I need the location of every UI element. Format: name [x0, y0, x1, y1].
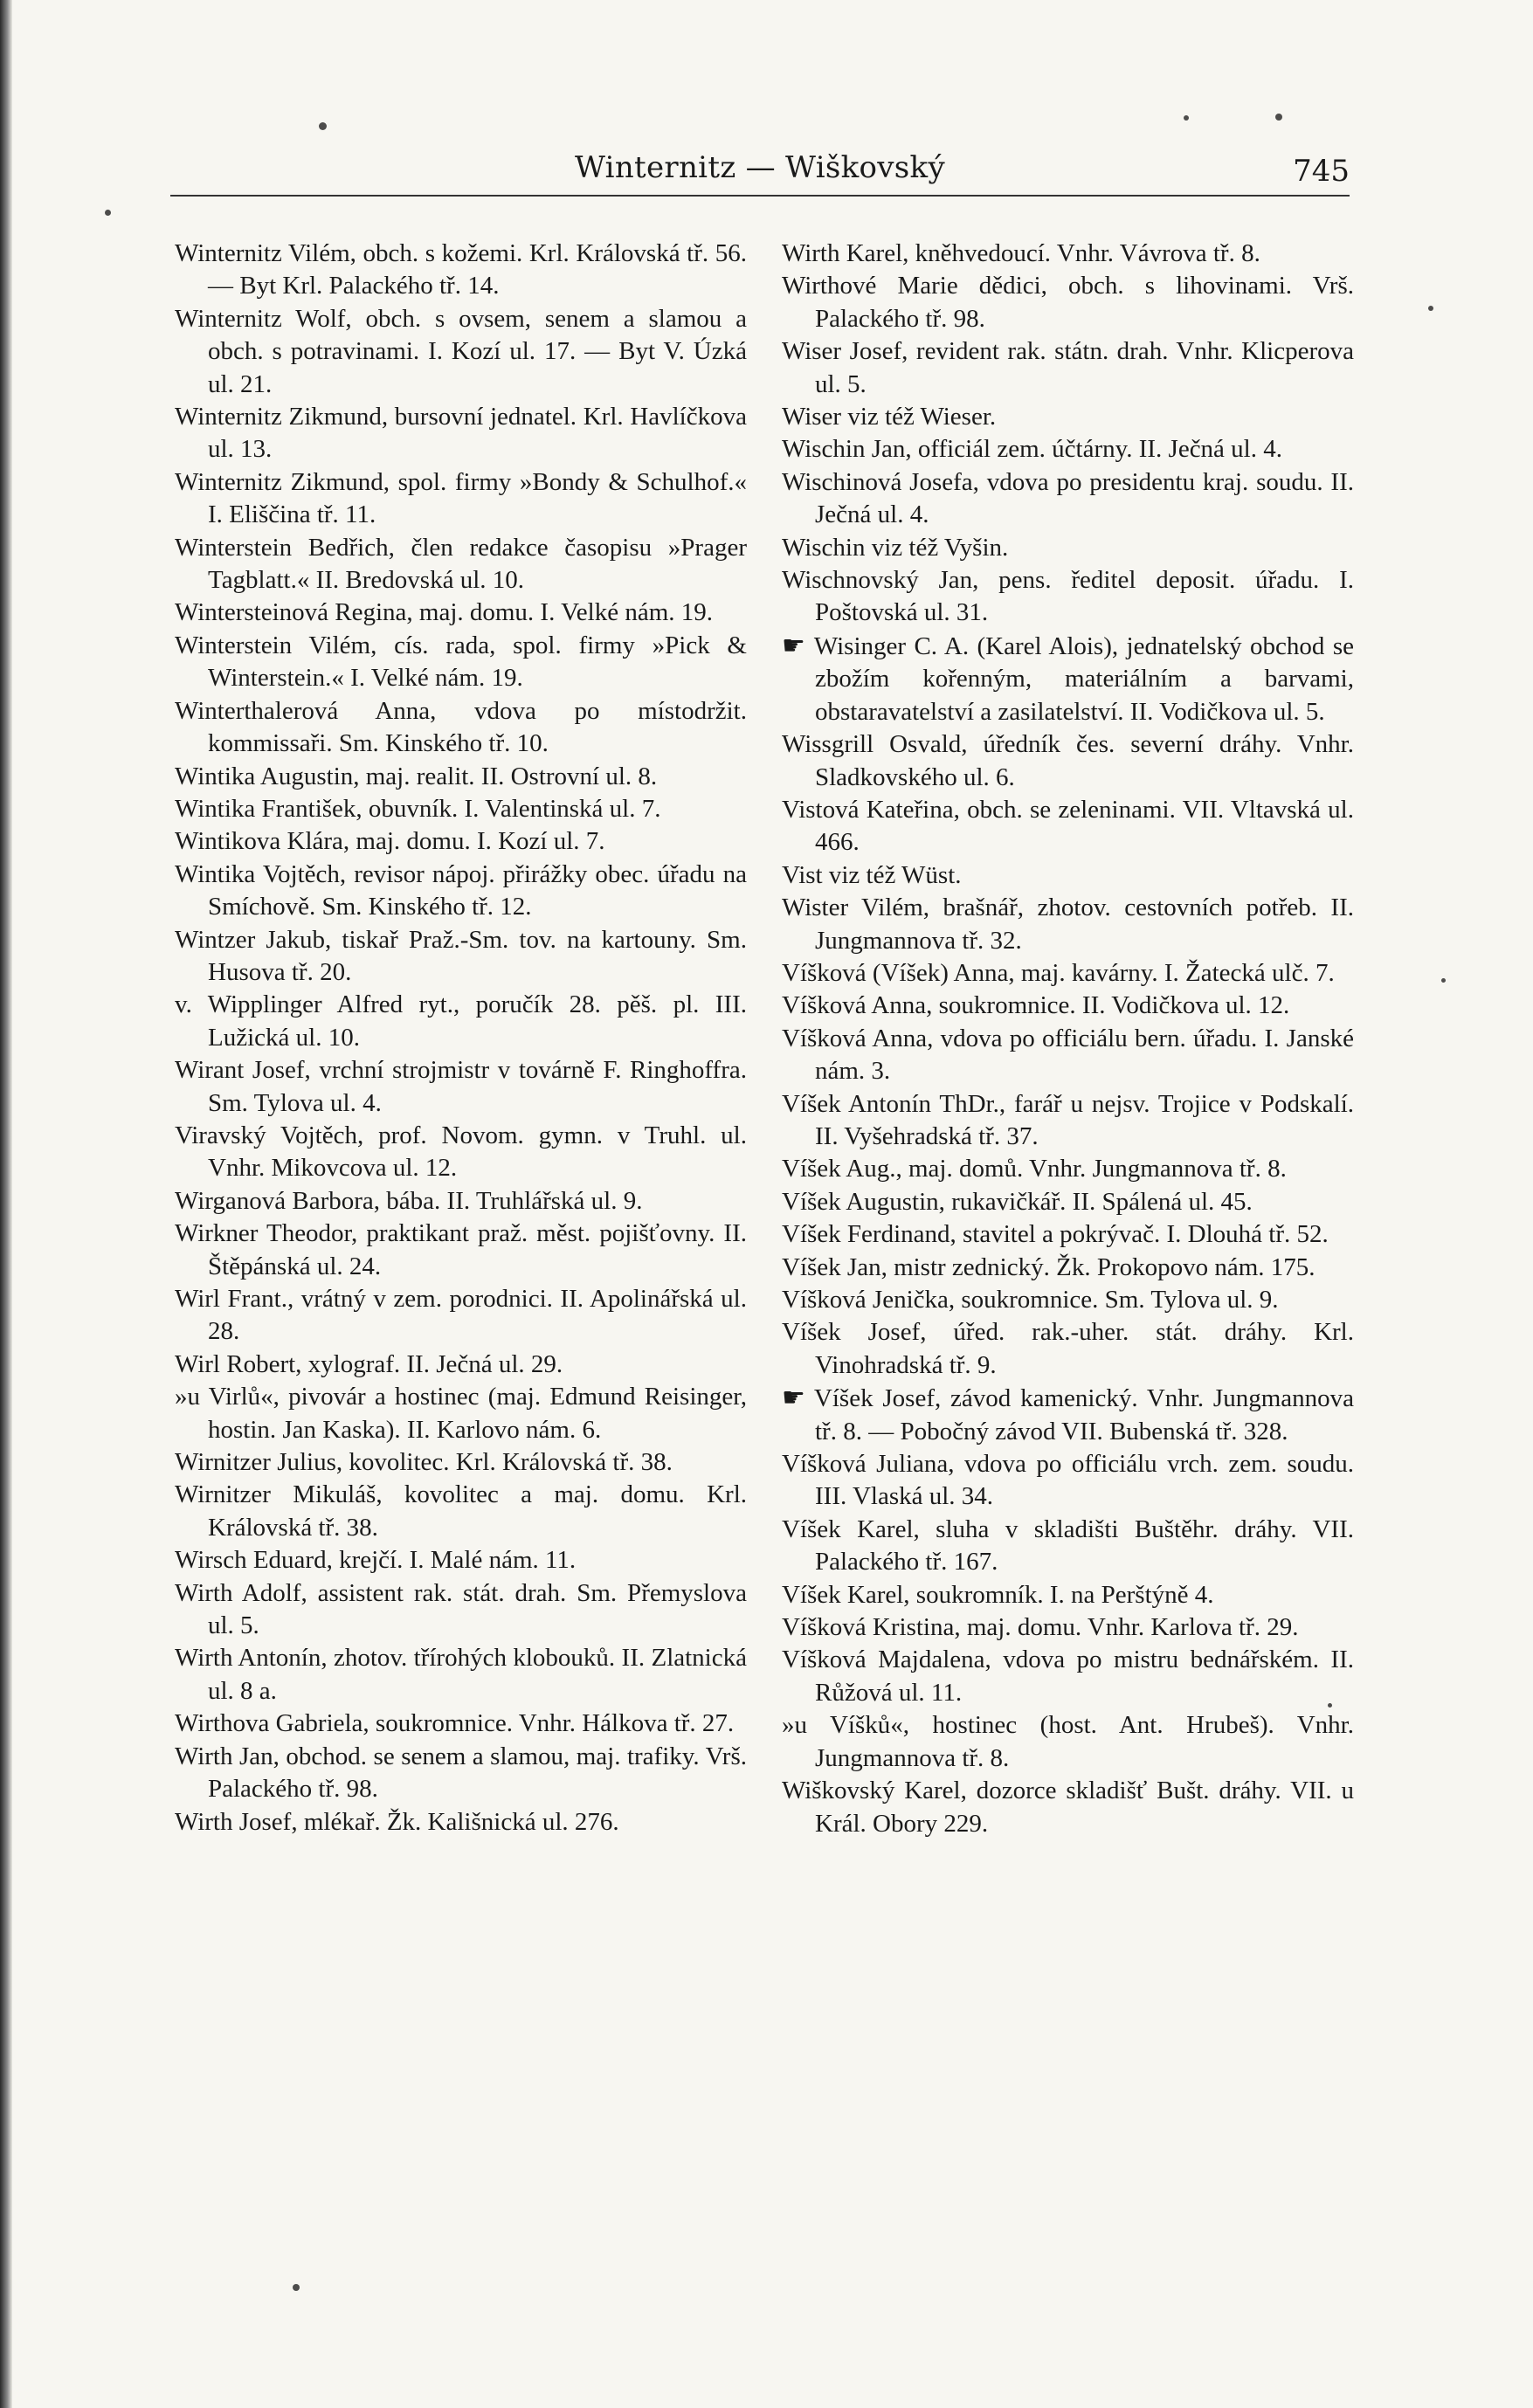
directory-entry [782, 238, 1354, 270]
directory-entry [782, 335, 1354, 401]
directory-entry [782, 466, 1354, 532]
entry-text: Wischin viz též Vyšin. [782, 533, 1009, 562]
directory-entry [175, 1708, 747, 1740]
directory-entry [782, 532, 1354, 564]
entry-text: Wiškovský Karel, dozorce skladišť Bušt. dráhy. VII. u Král. Obory 229. [782, 1777, 1354, 1838]
entry-text: Wintika František, obuvník. I. Valentinská ul. 7. [175, 794, 661, 823]
entry-text: Wirnitzer Julius, kovolitec. Krl. Královská tř. 38. [175, 1448, 673, 1477]
directory-entry [175, 597, 747, 629]
directory-entry [175, 793, 747, 825]
entry-text: Viravský Vojtěch, prof. Novom. gymn. v Truhl. ul. Vnhr. Mikovcova ul. 12. [175, 1121, 747, 1183]
directory-entry [175, 1120, 747, 1185]
entry-text: Vist viz též Wüst. [782, 860, 962, 889]
page-header [170, 147, 1350, 199]
entry-text: Víšek Augustin, rukavičkář. II. Spálená ul. 45. [782, 1187, 1253, 1216]
directory-entry [782, 564, 1354, 630]
directory-entry [175, 1381, 747, 1446]
directory-entry [782, 1514, 1354, 1579]
entry-text: Winternitz Wolf, obch. s ovsem, senem a slamou a obch. s potravinami. I. Kozí ul. 17. — Byt V. Úzká ul. 21. [175, 304, 747, 398]
entry-text: Winterstein Bedřich, člen redakce časopisu »Prager Tagblatt.« II. Bredovská ul. 10. [175, 533, 747, 595]
directory-entry [782, 957, 1354, 990]
entry-text: Wirant Josef, vrchní strojmistr v továrně F. Ringhoffra. Sm. Tylova ul. 4. [175, 1056, 747, 1117]
entry-text: Wirth Josef, mlékař. Žk. Kališnická ul. 276. [175, 1807, 619, 1836]
entry-text: Wischin Jan, officiál zem. účtárny. II. Ječná ul. 4. [782, 435, 1282, 464]
directory-entry [175, 466, 747, 532]
page-number: 745 [1293, 154, 1350, 189]
directory-entry [782, 1775, 1354, 1840]
directory-entry [175, 924, 747, 990]
entry-text: Víšek Antonín ThDr., farář u nejsv. Trojice v Podskalí. II. Vyšehradská tř. 37. [782, 1089, 1354, 1150]
entry-text: Wissgrill Osvald, úředník čes. severní dráhy. Vnhr. Sladkovského ul. 6. [782, 730, 1354, 791]
pointing-hand-icon: ☛ [782, 1383, 805, 1414]
entry-text: Winternitz Zikmund, spol. firmy »Bondy & Schulhof.« I. Eliščina tř. 11. [175, 467, 747, 529]
entry-text: Winternitz Zikmund, bursovní jednatel. Krl. Havlíčkova ul. 13. [175, 403, 747, 464]
directory-entry [782, 990, 1354, 1022]
entry-text: Víšková Majdalena, vdova po mistru bednářském. II. Růžová ul. 11. [782, 1646, 1354, 1707]
directory-entry [782, 1579, 1354, 1611]
directory-entry [175, 859, 747, 924]
left-column [175, 238, 747, 1839]
directory-entry [175, 695, 747, 761]
entry-text: Wiser Josef, revident rak. státn. drah. Vnhr. Klicperova ul. 5. [782, 337, 1354, 398]
entry-text: Wirth Karel, kněhvedoucí. Vnhr. Vávrova tř. 8. [782, 239, 1260, 267]
directory-entry [782, 1284, 1354, 1316]
entry-text: Wirnitzer Mikuláš, kovolitec a maj. domu. Krl. Královská tř. 38. [175, 1480, 747, 1542]
entry-text: Víšek Aug., maj. domů. Vnhr. Jungmannova tř. 8. [782, 1155, 1287, 1183]
entry-text: Wintika Augustin, maj. realit. II. Ostrovní ul. 8. [175, 762, 658, 790]
scan-speck [319, 122, 327, 130]
directory-entry [175, 1741, 747, 1806]
right-column [782, 238, 1354, 1840]
entry-text: Wirth Jan, obchod. se senem a slamou, maj. trafiky. Vrš. Palackého tř. 98. [175, 1742, 747, 1804]
entry-text: Wirth Adolf, assistent rak. stát. drah. Sm. Přemyslova ul. 5. [175, 1578, 747, 1640]
entry-text: Wintika Vojtěch, revisor nápoj. přirážky obec. úřadu na Smíchově. Sm. Kinského tř. 12. [175, 859, 747, 921]
running-title: Winternitz — Wiškovský [575, 150, 945, 185]
entry-text: Víšek Josef, úřed. rak.-uher. stát. dráhy. Krl. Vinohradská tř. 9. [782, 1318, 1354, 1379]
entry-text: Wisinger C. A. (Karel Alois), jednatelský obchod se zbožím kořenným, materiálním a barvami, obstaravatelství a zasilatelství. II. Vodičkova ul. 5. [813, 631, 1354, 726]
directory-entry [782, 794, 1354, 859]
directory-entry [175, 989, 747, 1054]
scan-speck [1184, 115, 1189, 121]
directory-entry [175, 1544, 747, 1577]
entry-text: »u Virlů«, pivovár a hostinec (maj. Edmund Reisinger, hostin. Jan Kaska). II. Karlovo nám. 6. [175, 1383, 747, 1444]
header-rule [170, 195, 1350, 197]
directory-entry [782, 1316, 1354, 1382]
page-edge-shadow [0, 0, 12, 2408]
directory-entry [175, 1349, 747, 1381]
entry-text: Víšková Juliana, vdova po officiálu vrch. zem. soudu. III. Vlaská ul. 34. [782, 1450, 1354, 1511]
entry-text: Wintikova Klára, maj. domu. I. Kozí ul. 7. [175, 827, 605, 856]
entry-text: Vistová Kateřina, obch. se zeleninami. VII. Vltavská ul. 466. [782, 795, 1354, 857]
directory-entry [175, 1577, 747, 1643]
directory-entry [782, 1611, 1354, 1644]
scan-speck [1428, 306, 1433, 311]
entry-text: Winternitz Vilém, obch. s kožemi. Krl. Královská tř. 56. — Byt Krl. Palackého tř. 14. [175, 239, 747, 300]
entry-text: Wirth Antonín, zhotov. třírohých klobouků. II. Zlatnická ul. 8 a. [175, 1644, 747, 1705]
entry-text: Víšková Anna, vdova po officiálu bern. úřadu. I. Janské nám. 3. [782, 1024, 1354, 1086]
entry-text: Víšek Karel, soukromník. I. na Perštýně 4. [782, 1580, 1214, 1609]
directory-entry [175, 1642, 747, 1708]
entry-text: Víšek Jan, mistr zednický. Žk. Prokopovo nám. 175. [782, 1252, 1315, 1281]
directory-entry [175, 1446, 747, 1479]
entry-text: Wiser viz též Wieser. [782, 403, 997, 431]
entry-text: Wirl Frant., vrátný v zem. porodnici. II. Apolinářská ul. 28. [175, 1285, 747, 1346]
entry-text: »u Víšků«, hostinec (host. Ant. Hrubeš). Vnhr. Jungmannova tř. 8. [782, 1711, 1354, 1772]
entry-text: Víšková (Víšek) Anna, maj. kavárny. I. Žatecká ulč. 7. [782, 958, 1335, 987]
directory-entry [782, 859, 1354, 892]
scan-speck [105, 210, 111, 216]
directory-entry [782, 1088, 1354, 1154]
directory-entry [175, 401, 747, 466]
directory-entry [175, 1283, 747, 1349]
entry-text: Wintzer Jakub, tiskař Praž.-Sm. tov. na kartouny. Sm. Husova tř. 20. [175, 925, 747, 986]
entry-text: Winterthalerová Anna, vdova po místodržit. kommissaři. Sm. Kinského tř. 10. [175, 696, 747, 758]
directory-entry [782, 1448, 1354, 1514]
entry-text: Víšek Karel, sluha v skladišti Buštěhr. dráhy. VII. Palackého tř. 167. [782, 1514, 1354, 1577]
directory-entry [782, 433, 1354, 466]
directory-entry [782, 728, 1354, 794]
scan-speck [1275, 114, 1282, 121]
entry-text: Wirganová Barbora, bába. II. Truhlářská ul. 9. [175, 1186, 643, 1215]
directory-entry [175, 1218, 747, 1283]
directory-entry [782, 1023, 1354, 1088]
directory-entry [782, 1382, 1354, 1448]
entry-text: Víšková Kristina, maj. domu. Vnhr. Karlova tř. 29. [782, 1613, 1299, 1642]
entry-text: Wirthova Gabriela, soukromnice. Vnhr. Hálkova tř. 27. [175, 1709, 735, 1738]
entry-text: Víšková Jenička, soukromnice. Sm. Tylova ul. 9. [782, 1286, 1279, 1314]
entry-text: Wirkner Theodor, praktikant praž. měst. pojišťovny. II. Štěpánská ul. 24. [175, 1219, 747, 1280]
entry-text: Wirl Robert, xylograf. II. Ječná ul. 29. [175, 1349, 563, 1378]
directory-entry [175, 1054, 747, 1120]
directory-entry [782, 1186, 1354, 1218]
entry-text: Víšek Josef, závod kamenický. Vnhr. Jungmannova tř. 8. — Pobočný závod VII. Bubenská tř. 328. [813, 1384, 1354, 1445]
directory-entry [175, 630, 747, 695]
entry-text: Winterstein Vilém, cís. rada, spol. firmy »Pick & Winterstein.« I. Velké nám. 19. [175, 631, 747, 693]
directory-entry [782, 270, 1354, 335]
directory-entry [175, 1806, 747, 1839]
entry-text: v. Wipplinger Alfred ryt., poručík 28. pěš. pl. III. Lužická ul. 10. [175, 990, 747, 1052]
entry-text: Víšková Anna, soukromnice. II. Vodičkova ul. 12. [782, 991, 1290, 1020]
directory-entry [175, 1479, 747, 1544]
directory-entry [782, 401, 1354, 433]
directory-entry [175, 532, 747, 597]
directory-entry [175, 825, 747, 858]
directory-entry [782, 1153, 1354, 1185]
entry-text: Wischinová Josefa, vdova po presidentu kraj. soudu. II. Ječná ul. 4. [782, 467, 1354, 529]
directory-entry [175, 1185, 747, 1218]
directory-entry [175, 303, 747, 401]
scan-speck [1441, 978, 1446, 983]
entry-text: Wintersteinová Regina, maj. domu. I. Velké nám. 19. [175, 598, 714, 627]
entry-text: Wischnovský Jan, pens. ředitel deposit. úřadu. I. Poštovská ul. 31. [782, 566, 1354, 627]
entry-text: Wirsch Eduard, krejčí. I. Malé nám. 11. [175, 1546, 577, 1575]
directory-entry [782, 1252, 1354, 1284]
scan-speck [1328, 1703, 1332, 1708]
entry-text: Víšek Ferdinand, stavitel a pokrývač. I. Dlouhá tř. 52. [782, 1220, 1329, 1249]
directory-entry [175, 238, 747, 303]
directory-entry [782, 892, 1354, 957]
entry-text: Wister Vilém, brašnář, zhotov. cestovních potřeb. II. Jungmannova tř. 32. [782, 894, 1354, 955]
directory-entry [782, 1644, 1354, 1709]
scan-speck [293, 2284, 300, 2291]
directory-entry [175, 761, 747, 793]
entry-text: Wirthové Marie dědici, obch. s lihovinami. Vrš. Palackého tř. 98. [782, 272, 1354, 333]
directory-entry [782, 1218, 1354, 1251]
directory-entry [782, 630, 1354, 728]
directory-entry [782, 1709, 1354, 1775]
pointing-hand-icon: ☛ [782, 630, 805, 661]
